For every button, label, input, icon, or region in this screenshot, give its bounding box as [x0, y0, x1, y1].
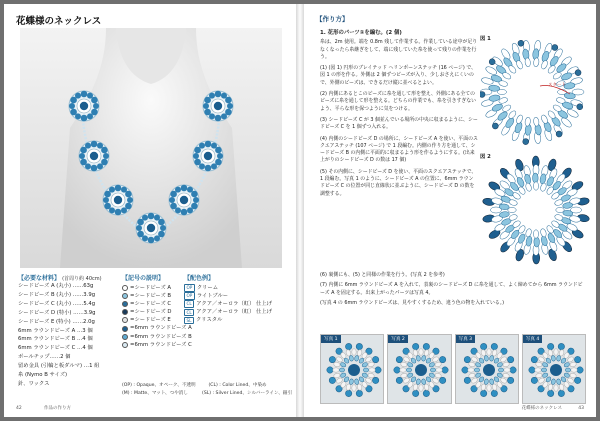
round-bead-c-icon	[122, 342, 128, 348]
finish-badge: SL	[184, 317, 194, 325]
necklace-illustration	[20, 28, 282, 268]
color-item: CL アクア／オーロラ（虹） 仕上げ	[184, 300, 294, 308]
legend-item: (OP) : Opaque、オペーク、不透明	[122, 383, 196, 388]
figure-1-label: 図 1	[480, 36, 491, 42]
step-photo-4: 写真 4	[522, 334, 586, 404]
page-title: 花蝶様のネックレス	[16, 16, 102, 27]
material-item: 糸 (Nymo B サイズ)	[18, 372, 68, 379]
step-text: (1) (図 1) 円形のブレイテッド ヘリンボーンステッチ (16 ページ) で、図 1 の形を作る。外側は 2 個ずつビーズが入り、少しおさえにくいので、外側のビーズは、できるだけ縦に並べるとよい。	[320, 65, 477, 86]
necklace-photo	[20, 28, 282, 268]
instruction-steps	[320, 30, 478, 202]
key-item: =6mm ラウンドビーズ C	[122, 341, 184, 349]
instructions-heading: 【作り方】	[316, 15, 349, 23]
legend-item: (CL) : Color Lined、中染め	[208, 383, 267, 388]
bead-flower-photo	[523, 343, 586, 404]
page-number: 43	[578, 406, 584, 411]
key-item: =シードビーズ E	[122, 316, 184, 324]
legend-item: (M) : Matte、マット、つや消し	[122, 391, 188, 396]
key-item: =6mm ラウンドビーズ A	[122, 324, 184, 332]
color-item: SL クリスタル	[184, 316, 294, 324]
key-item: =シードビーズ A	[122, 284, 184, 292]
bead-e-icon	[122, 317, 128, 323]
finish-legend	[122, 382, 292, 398]
color-item: OP クリーム	[184, 284, 294, 292]
material-item: 留め金具 (引輪と板ダルマ) …1 組	[18, 363, 100, 370]
key-item: =シードビーズ C	[122, 300, 184, 308]
key-item: =6mm ラウンドビーズ B	[122, 333, 184, 341]
material-item: 6mm ラウンドビーズ C …4 個	[18, 345, 93, 352]
step-photo-3: 写真 3	[455, 334, 519, 404]
book-gutter	[296, 4, 304, 417]
step-text: (4) 内側のシードビーズ D の場所に、シードビーズ A を使い、平面のスクエアステッチ (107 ページ) で 1 段編む。内側の作り方を通して、シードビーズ B の内側に平面的に収まるよう形を作るようにする。(出来上がりのシードビーズ D の数は 17 個)	[320, 135, 478, 164]
bead-a-icon	[122, 285, 128, 291]
material-item: 6mm ラウンドビーズ B …4 個	[18, 336, 93, 343]
material-item: シードビーズ D (特小) ……3.9g	[18, 309, 96, 316]
material-item: シードビーズ E (特小) ……2.0g	[18, 318, 95, 325]
page-number: 42	[16, 406, 22, 411]
materials-list	[18, 282, 114, 389]
materials-heading: 【必要な材料】 (首周り約 40cm)	[18, 275, 102, 282]
step-photos	[320, 334, 586, 404]
bead-d-icon	[122, 309, 128, 315]
key-item: =シードビーズ B	[122, 292, 184, 300]
step-text: (7) 内側に 6mm ラウンドビーズ A を入れて、表裏のシードビーズ D に糸を通して、よく締めてから 6mm ラウンドビーズ A を固定する。出来上がったパーツは写真 4。	[320, 282, 583, 296]
instruction-steps-lower	[320, 272, 586, 310]
step-text: (3) シードビーズ C が 3 個並んでいる場所の中央に収まるように、シードビーズ C を 1 個ずつ入れる。	[320, 116, 478, 131]
material-item: シードビーズ A (丸小) ……63g	[18, 283, 94, 289]
figure-1	[480, 36, 594, 148]
step-photo-1: 写真 1	[320, 334, 384, 404]
page-footer: 花蝶様のネックレス	[521, 406, 562, 411]
finish-badge: CL	[184, 309, 194, 317]
bead-flower-photo	[456, 343, 519, 404]
key-heading: 【記号の説明】	[122, 275, 165, 282]
step-text: (6) 裏側にも、(5) と同様の作業を行う。(写真 2 を参考)	[320, 272, 445, 278]
material-item: 6mm ラウンドビーズ A …3 個	[18, 327, 93, 334]
step-text: (2) 内側にあるとこのビーズに糸を通して形を整え、外側にある全てのビーズに糸を通して形を整える。どちらの作業でも、糸を引きすぎないよう、平らな形を保つように気をつける。	[320, 91, 477, 112]
step-title: 1. 花形のパーツ①を編む。(2 個)	[320, 30, 402, 36]
material-item: シードビーズ C (丸小) ……5.4g	[18, 300, 96, 307]
finish-badge: OP	[184, 292, 195, 300]
right-page	[304, 4, 596, 417]
figure-2	[480, 154, 594, 266]
key-item: =シードビーズ D	[122, 308, 184, 316]
step-text: (5) その内側に、シードビーズ D を使い、平面のスクエアステッチで、1 段編む。写真 1 のように、シードビーズ A の位置に、6mm ラウンドビーズ C の位置が同じ直線状に並ぶように、シードビーズ D の数を調整する。	[320, 168, 477, 197]
material-item: シードビーズ B (丸小) ……3.9g	[18, 291, 96, 298]
bead-c-icon	[122, 301, 128, 307]
bead-b-icon	[122, 293, 128, 299]
left-page	[4, 4, 296, 417]
bead-diagram-2	[480, 154, 594, 266]
color-item: OP ライトブルー	[184, 292, 294, 300]
round-bead-a-icon	[122, 326, 128, 332]
color-item: CL アクア／オーロラ（虹） 仕上げ	[184, 308, 294, 316]
figure-2-label: 図 2	[480, 154, 491, 160]
round-bead-b-icon	[122, 334, 128, 340]
bead-flower-photo	[388, 343, 451, 404]
bead-flower-photo	[321, 343, 384, 404]
page-footer: 作品の作り方	[44, 406, 71, 411]
material-item: ボールチップ……2 個	[18, 354, 71, 361]
legend-item: (SL) : Silver Lined、シルバーライン、銀引	[202, 391, 292, 396]
finish-badge: CL	[184, 300, 194, 308]
step-photo-2: 写真 2	[387, 334, 451, 404]
color-example-heading: 【配色例】	[184, 275, 215, 282]
finish-badge: OP	[184, 284, 195, 292]
start-label: スタート	[548, 83, 566, 88]
step-text: 糸は、2m 使用。端を 0.8m 残して作業する。作業している途中が足りなくなったら糸継ぎをして、端に残していた糸を使って残りの作業を行う。	[320, 39, 478, 60]
step-text: (写真 4 の 6mm ラウンドビーズは、見やすくするため、違う色の物を入れている。)	[320, 299, 505, 306]
material-item: 針、ワックス	[18, 380, 50, 387]
bead-diagram-1	[480, 36, 594, 148]
color-example-list	[184, 284, 294, 324]
